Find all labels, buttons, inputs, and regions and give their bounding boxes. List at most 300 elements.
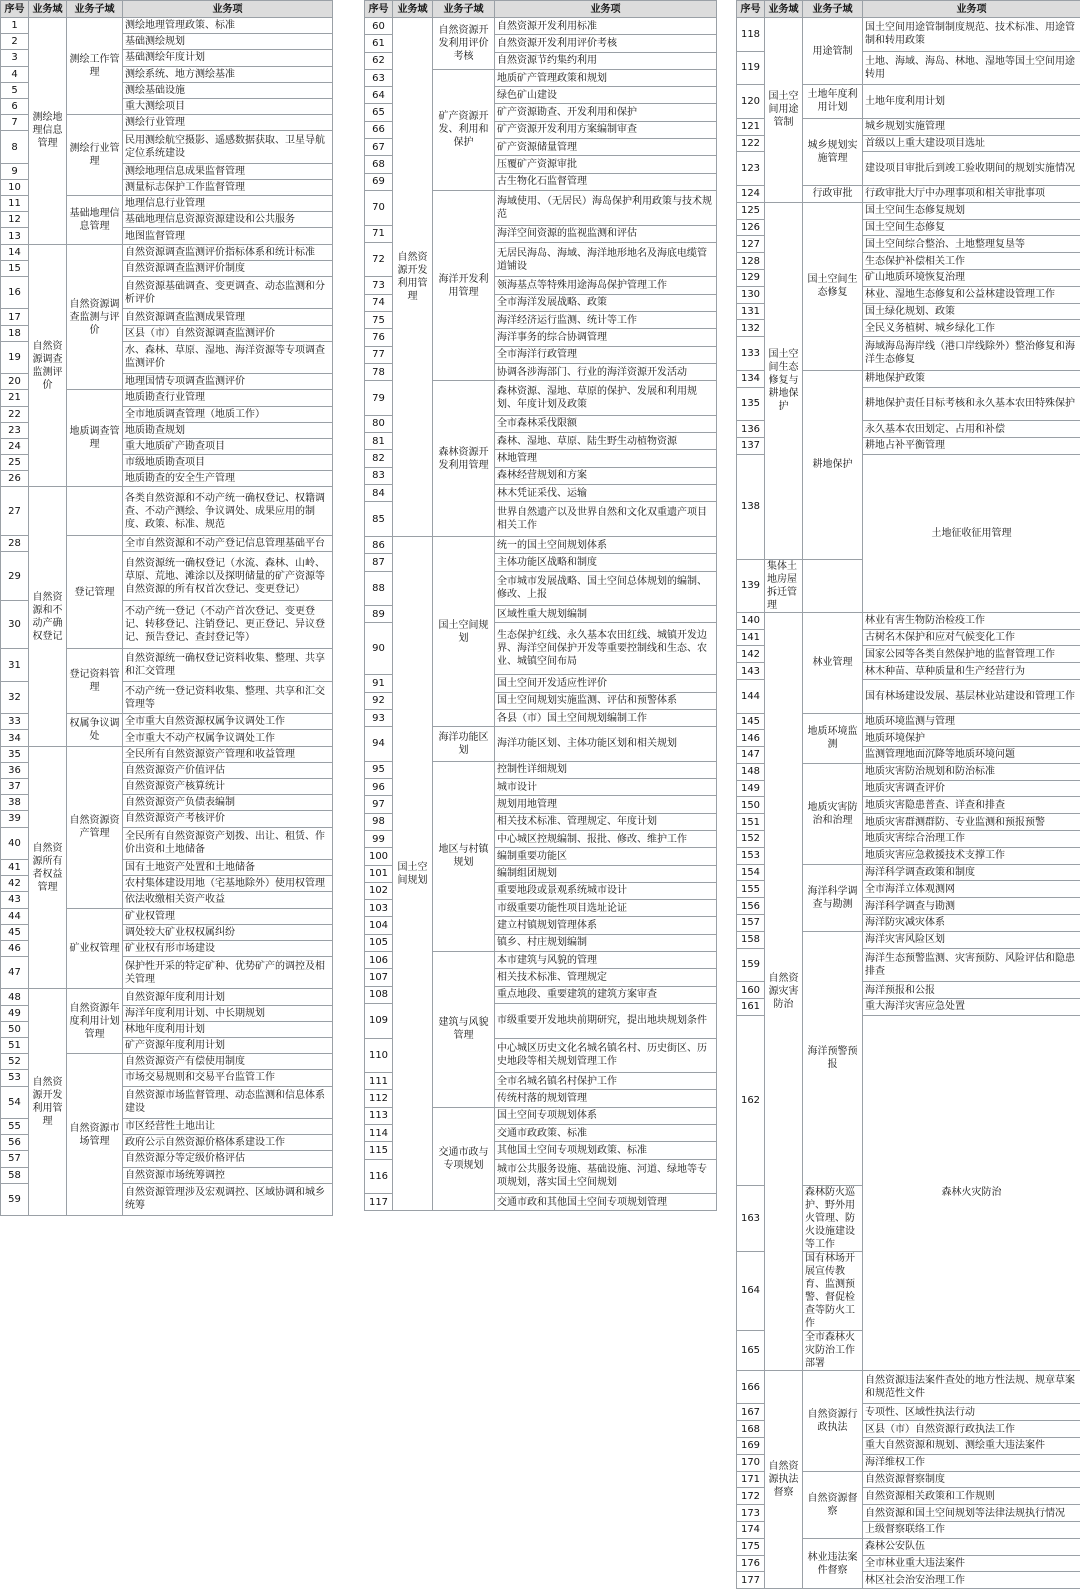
row-number: 83 bbox=[365, 467, 393, 484]
business-item-cell: 重要地段或景观系统城市设计 bbox=[495, 882, 717, 899]
row-number: 136 bbox=[737, 421, 765, 438]
business-item-cell: 全市自然资源和不动产登记信息管理基础平台 bbox=[123, 536, 333, 552]
row-number: 153 bbox=[737, 847, 765, 864]
row-number: 121 bbox=[737, 118, 765, 135]
business-item-cell: 森林经营规划和方案 bbox=[495, 467, 717, 484]
business-item-cell: 海洋科学调查与勘测 bbox=[863, 898, 1080, 915]
row-number: 53 bbox=[1, 1070, 29, 1086]
row-number: 76 bbox=[365, 329, 393, 346]
business-item-cell: 矿山地质环境恢复治理 bbox=[863, 269, 1080, 286]
row-number: 68 bbox=[365, 156, 393, 173]
business-subdomain-cell: 林业管理 bbox=[803, 612, 863, 713]
business-item-cell: 城乡规划实施管理 bbox=[863, 118, 1080, 135]
business-item-cell: 监测管理地面沉降等地质环境问题 bbox=[863, 747, 1080, 764]
business-item-cell: 市区经营性土地出让 bbox=[123, 1118, 333, 1134]
business-item-cell: 全市林业重大违法案件 bbox=[863, 1555, 1080, 1572]
business-item-cell: 全民所有自然资源资产划拨、出让、租赁、作价出资和土地储备 bbox=[123, 827, 333, 859]
row-number: 168 bbox=[737, 1421, 765, 1438]
row-number: 2 bbox=[1, 34, 29, 50]
row-number: 36 bbox=[1, 762, 29, 778]
row-number: 162 bbox=[737, 1015, 765, 1185]
table-row bbox=[737, 202, 1080, 219]
business-item-cell: 生态保护红线、永久基本农田红线、城镇开发边界、海洋空间保护开发等重要控制线和生态、农业、城镇空间布局 bbox=[495, 623, 717, 675]
business-item-cell: 区县（市）自然资源调查监测评价 bbox=[123, 325, 333, 341]
business-item-cell: 林业有害生物防治检疫工作 bbox=[863, 612, 1080, 629]
business-item-cell: 建设项目审批后到竣工验收期间的规划实施情况 bbox=[863, 152, 1080, 186]
business-item-cell: 地质勘查行业管理 bbox=[123, 390, 333, 406]
row-number: 140 bbox=[737, 612, 765, 629]
business-item-cell: 国土绿化规划、政策 bbox=[863, 303, 1080, 320]
row-number: 139 bbox=[737, 559, 765, 612]
business-item-cell: 林地管理 bbox=[495, 450, 717, 467]
row-number: 145 bbox=[737, 713, 765, 730]
row-number: 39 bbox=[1, 811, 29, 827]
table-row bbox=[365, 536, 717, 553]
business-item-cell: 测绘地理管理政策、标准 bbox=[123, 18, 333, 34]
row-number: 122 bbox=[737, 135, 765, 152]
row-number: 7 bbox=[1, 115, 29, 131]
table-panel-middle bbox=[364, 0, 716, 1211]
business-item-cell: 集体土地房屋拆迁管理 bbox=[765, 559, 803, 612]
business-item-cell: 全市海洋立体观测网 bbox=[863, 881, 1080, 898]
row-number: 26 bbox=[1, 471, 29, 487]
row-number: 101 bbox=[365, 865, 393, 882]
row-number: 151 bbox=[737, 814, 765, 831]
business-item-cell: 自然资源调查监测评价制度 bbox=[123, 260, 333, 276]
row-number: 6 bbox=[1, 98, 29, 114]
row-number: 120 bbox=[737, 85, 765, 119]
business-domain-cell: 自然资源所有者权益管理 bbox=[29, 746, 67, 989]
business-item-cell: 本市建筑与风貌的管理 bbox=[495, 952, 717, 969]
row-number: 143 bbox=[737, 663, 765, 680]
business-item-cell: 市级地质勘查项目 bbox=[123, 455, 333, 471]
business-item-cell: 各县（市）国土空间规划编制工作 bbox=[495, 709, 717, 726]
row-number: 19 bbox=[1, 341, 29, 373]
row-number: 17 bbox=[1, 309, 29, 325]
business-item-cell: 重点地段、重要建筑的建筑方案审查 bbox=[495, 986, 717, 1003]
table-row bbox=[737, 18, 1080, 52]
business-item-cell: 区域性重大规划编制 bbox=[495, 606, 717, 623]
business-domain-cell: 测绘地理信息管理 bbox=[29, 18, 67, 245]
row-number: 8 bbox=[1, 131, 29, 163]
row-number: 64 bbox=[365, 87, 393, 104]
business-subdomain-cell: 地质环境监测 bbox=[803, 713, 863, 763]
business-item-cell: 行政审批大厅中办理事项和相关审批事项 bbox=[863, 185, 1080, 202]
row-number: 51 bbox=[1, 1038, 29, 1054]
row-number: 156 bbox=[737, 898, 765, 915]
business-item-cell: 自然资源年度利用计划 bbox=[123, 989, 333, 1005]
row-number: 114 bbox=[365, 1125, 393, 1142]
business-domain-cell: 自然资源开发利用管理 bbox=[393, 18, 433, 537]
row-number: 131 bbox=[737, 303, 765, 320]
row-number: 29 bbox=[1, 552, 29, 601]
table-panel-right bbox=[736, 0, 1080, 1589]
row-number: 170 bbox=[737, 1454, 765, 1471]
business-item-cell: 地理国情专项调查监测评价 bbox=[123, 374, 333, 390]
business-item-cell: 基础测绘年度计划 bbox=[123, 50, 333, 66]
business-item-cell: 自然资源开发利用标准 bbox=[495, 18, 717, 35]
row-number: 37 bbox=[1, 778, 29, 794]
row-number: 171 bbox=[737, 1471, 765, 1488]
row-number: 65 bbox=[365, 104, 393, 121]
row-number: 132 bbox=[737, 320, 765, 337]
business-item-cell: 市级重要开发地块前期研究，提出地块规划条件 bbox=[495, 1003, 717, 1038]
business-item-cell: 测绘基础设施 bbox=[123, 82, 333, 98]
business-domain-cell: 国土空间生态修复与耕地保护 bbox=[765, 202, 803, 559]
row-number: 18 bbox=[1, 325, 29, 341]
business-item-cell: 自然资源基础调查、变更调查、动态监测和分析评价 bbox=[123, 277, 333, 309]
business-item-cell: 测绘地理信息成果监督管理 bbox=[123, 163, 333, 179]
row-number: 74 bbox=[365, 294, 393, 311]
row-number: 28 bbox=[1, 536, 29, 552]
row-number: 59 bbox=[1, 1183, 29, 1215]
business-subdomain-cell: 基础地理信息管理 bbox=[67, 196, 123, 245]
row-number: 106 bbox=[365, 952, 393, 969]
row-number: 117 bbox=[365, 1194, 393, 1211]
business-item-cell: 地图监督管理 bbox=[123, 228, 333, 244]
business-item-cell: 海洋空间资源的监视监测和评估 bbox=[495, 225, 717, 242]
business-item-cell: 不动产统一登记（不动产首次登记、变更登记、转移登记、注销登记、更正登记、异议登记、预告登记、查封登记等） bbox=[123, 600, 333, 649]
business-subdomain-cell: 建筑与风貌管理 bbox=[433, 952, 495, 1108]
row-number: 147 bbox=[737, 747, 765, 764]
business-item-cell: 自然资源资产有偿使用制度 bbox=[123, 1054, 333, 1070]
row-number: 155 bbox=[737, 881, 765, 898]
row-number: 23 bbox=[1, 422, 29, 438]
business-subdomain-cell bbox=[67, 487, 123, 536]
business-subdomain-cell: 测绘行业管理 bbox=[67, 115, 123, 196]
business-subdomain-cell: 自然资源调查监测与评价 bbox=[67, 244, 123, 390]
business-subdomain-cell: 海洋开发利用管理 bbox=[433, 190, 495, 380]
row-number: 144 bbox=[737, 679, 765, 713]
row-number: 167 bbox=[737, 1404, 765, 1421]
business-subdomain-cell: 登记资料管理 bbox=[67, 649, 123, 714]
row-number: 159 bbox=[737, 948, 765, 982]
row-number: 69 bbox=[365, 173, 393, 190]
business-item-cell: 海域使用、（无居民）海岛保护利用政策与技术规范 bbox=[495, 190, 717, 225]
row-number: 126 bbox=[737, 219, 765, 236]
row-number: 123 bbox=[737, 152, 765, 186]
row-number: 161 bbox=[737, 999, 765, 1016]
business-item-cell: 地质灾害应急救援技术支撑工作 bbox=[863, 847, 1080, 864]
business-domain-cell: 国土空间规划 bbox=[393, 536, 433, 1211]
row-number: 40 bbox=[1, 827, 29, 859]
row-number: 35 bbox=[1, 746, 29, 762]
row-number: 99 bbox=[365, 830, 393, 847]
business-item-cell: 自然资源违法案件查处的地方性法规、规章草案和规范性文件 bbox=[863, 1370, 1080, 1404]
business-item-cell: 耕地占补平衡管理 bbox=[863, 437, 1080, 454]
row-number: 55 bbox=[1, 1118, 29, 1134]
header-subdomain: 业务子域 bbox=[433, 1, 495, 18]
row-number: 13 bbox=[1, 228, 29, 244]
row-number: 166 bbox=[737, 1370, 765, 1404]
business-item-cell: 国土空间用途管制制度规范、技术标准、用途管制和转用政策 bbox=[863, 18, 1080, 52]
business-item-cell: 自然资源督察制度 bbox=[863, 1471, 1080, 1488]
business-item-cell: 规划用地管理 bbox=[495, 796, 717, 813]
row-number: 58 bbox=[1, 1167, 29, 1183]
header-subdomain: 业务子域 bbox=[803, 1, 863, 18]
business-item-cell: 专项性、区域性执法行动 bbox=[863, 1404, 1080, 1421]
row-number: 89 bbox=[365, 606, 393, 623]
row-number: 154 bbox=[737, 864, 765, 881]
business-item-cell: 自然资源统一确权登记资料收集、整理、共享和汇交管理 bbox=[123, 649, 333, 681]
business-item-cell: 海洋经济运行监测、统计等工作 bbox=[495, 312, 717, 329]
row-number: 63 bbox=[365, 69, 393, 86]
business-item-cell: 绿色矿山建设 bbox=[495, 87, 717, 104]
row-number: 32 bbox=[1, 681, 29, 713]
business-item-cell: 自然资源分等定级价格评估 bbox=[123, 1151, 333, 1167]
row-number: 54 bbox=[1, 1086, 29, 1118]
business-item-cell: 林区社会治安治理工作 bbox=[863, 1572, 1080, 1589]
row-number: 130 bbox=[737, 286, 765, 303]
business-item-cell: 永久基本农田划定、占用和补偿 bbox=[863, 421, 1080, 438]
row-number: 4 bbox=[1, 66, 29, 82]
row-number: 115 bbox=[365, 1142, 393, 1159]
business-item-cell: 耕地保护政策 bbox=[863, 370, 1080, 387]
row-number: 175 bbox=[737, 1538, 765, 1555]
row-number: 124 bbox=[737, 185, 765, 202]
row-number: 160 bbox=[737, 982, 765, 999]
business-item-cell: 国土空间专项规划体系 bbox=[495, 1107, 717, 1124]
business-item-cell: 自然资源资产负债表编制 bbox=[123, 795, 333, 811]
business-item-cell: 相关技术标准、管理规定、年度计划 bbox=[495, 813, 717, 830]
row-number: 125 bbox=[737, 202, 765, 219]
business-item-cell: 自然资源市场统筹调控 bbox=[123, 1167, 333, 1183]
business-item-cell: 城市公共服务设施、基础设施、河道、绿地等专项规划，落实国土空间规划 bbox=[495, 1159, 717, 1194]
row-number: 21 bbox=[1, 390, 29, 406]
row-number: 42 bbox=[1, 876, 29, 892]
header-no: 序号 bbox=[737, 1, 765, 18]
row-number: 46 bbox=[1, 940, 29, 956]
business-subdomain-cell: 交通市政与专项规划 bbox=[433, 1107, 495, 1211]
row-number: 137 bbox=[737, 437, 765, 454]
business-item-cell: 交通市政和其他国土空间专项规划管理 bbox=[495, 1194, 717, 1211]
row-number: 66 bbox=[365, 121, 393, 138]
table-row bbox=[1, 244, 333, 260]
business-item-cell: 国土空间规划实施监测、评估和预警体系 bbox=[495, 692, 717, 709]
business-item-cell: 上级督察联络工作 bbox=[863, 1522, 1080, 1539]
business-item-cell: 林木种苗、草种质量和生产经营行为 bbox=[863, 663, 1080, 680]
business-item-cell: 控制性详细规划 bbox=[495, 761, 717, 778]
business-item-cell: 全市城市发展战略、国土空间总体规划的编制、修改、上报 bbox=[495, 571, 717, 606]
row-number: 78 bbox=[365, 363, 393, 380]
row-number: 20 bbox=[1, 374, 29, 390]
business-item-cell: 压覆矿产资源审批 bbox=[495, 156, 717, 173]
business-domain-cell: 自然资源开发利用管理 bbox=[29, 989, 67, 1216]
business-item-cell: 古生物化石监督管理 bbox=[495, 173, 717, 190]
business-item-cell: 中心城区历史文化名城名镇名村、历史街区、历史地段等相关规划管理工作 bbox=[495, 1038, 717, 1073]
business-subdomain-cell: 用途管制 bbox=[803, 18, 863, 85]
business-item-cell: 主体功能区战略和制度 bbox=[495, 554, 717, 571]
business-subdomain-cell: 林业违法案件督察 bbox=[803, 1538, 863, 1588]
table-row bbox=[1, 989, 333, 1005]
business-item-cell: 自然资源统一确权登记（水流、森林、山岭、草原、荒地、滩涂以及探明储量的矿产资源等自然资源的所有权首次登记、变更登记） bbox=[123, 552, 333, 601]
row-number: 95 bbox=[365, 761, 393, 778]
row-number: 128 bbox=[737, 253, 765, 270]
row-number: 34 bbox=[1, 730, 29, 746]
business-item-cell: 地质灾害调查评价 bbox=[863, 780, 1080, 797]
business-subdomain-cell: 自然资源年度利用计划管理 bbox=[67, 989, 123, 1054]
row-number: 129 bbox=[737, 269, 765, 286]
row-number: 57 bbox=[1, 1151, 29, 1167]
row-number: 133 bbox=[737, 337, 765, 371]
business-item-cell: 地质环境监测与管理 bbox=[863, 713, 1080, 730]
row-number: 70 bbox=[365, 190, 393, 225]
business-domain-cell: 国土空间用途管制 bbox=[765, 18, 803, 203]
row-number: 141 bbox=[737, 629, 765, 646]
row-number: 45 bbox=[1, 924, 29, 940]
row-number: 67 bbox=[365, 139, 393, 156]
row-number: 71 bbox=[365, 225, 393, 242]
row-number: 98 bbox=[365, 813, 393, 830]
business-subdomain-cell: 登记管理 bbox=[67, 536, 123, 649]
business-domain-cell: 自然资源执法督察 bbox=[765, 1370, 803, 1588]
business-item-cell: 海洋生态预警监测、灾害预防、风险评估和隐患排查 bbox=[863, 948, 1080, 982]
business-item-cell: 全市重大自然资源权属争议调处工作 bbox=[123, 714, 333, 730]
business-subdomain-cell: 地区与村镇规划 bbox=[433, 761, 495, 951]
business-item-cell: 民用测绘航空摄影、遥感数据获取、卫星导航定位系统建设 bbox=[123, 131, 333, 163]
business-item-cell: 首级以上重大建设项目选址 bbox=[863, 135, 1080, 152]
row-number: 85 bbox=[365, 502, 393, 537]
business-item-cell: 耕地保护责任目标考核和永久基本农田特殊保护 bbox=[863, 387, 1080, 421]
business-item-cell: 全市森林采伐限额 bbox=[495, 415, 717, 432]
business-item-cell: 海洋防灾减灾体系 bbox=[863, 915, 1080, 932]
business-item-cell: 海洋灾害风险区划 bbox=[863, 931, 1080, 948]
business-domain-cell: 自然资源调查监测评价 bbox=[29, 244, 67, 487]
header-domain: 业务域 bbox=[29, 1, 67, 18]
row-number: 87 bbox=[365, 554, 393, 571]
business-item-cell: 地质灾害群测群防、专业监测和预报预警 bbox=[863, 814, 1080, 831]
row-number: 86 bbox=[365, 536, 393, 553]
business-item-cell: 海洋维权工作 bbox=[863, 1454, 1080, 1471]
business-item-cell: 重大测绘项目 bbox=[123, 98, 333, 114]
business-item-cell: 传统村落的规划管理 bbox=[495, 1090, 717, 1107]
business-subdomain-cell: 权属争议调处 bbox=[67, 714, 123, 746]
business-subdomain-cell: 国土空间生态修复 bbox=[803, 202, 863, 370]
row-number: 88 bbox=[365, 571, 393, 606]
row-number: 22 bbox=[1, 406, 29, 422]
row-number: 60 bbox=[365, 18, 393, 35]
business-subdomain-cell: 矿业权管理 bbox=[67, 908, 123, 989]
row-number: 157 bbox=[737, 915, 765, 932]
table-row bbox=[365, 18, 717, 35]
header-domain: 业务域 bbox=[765, 1, 803, 18]
business-item-cell: 矿产资源年度利用计划 bbox=[123, 1038, 333, 1054]
header-item: 业务项 bbox=[123, 1, 333, 18]
business-subdomain-cell: 城乡规划实施管理 bbox=[803, 118, 863, 185]
business-item-cell: 矿产资源勘查、开发利用和保护 bbox=[495, 104, 717, 121]
business-subdomain-cell: 土地年度利用计划 bbox=[803, 85, 863, 119]
row-number: 82 bbox=[365, 450, 393, 467]
business-item-cell: 地理信息行业管理 bbox=[123, 196, 333, 212]
business-item-cell: 地质灾害隐患普查、详查和排查 bbox=[863, 797, 1080, 814]
row-number: 43 bbox=[1, 892, 29, 908]
business-item-cell: 国家公园等各类自然保护地的监督管理工作 bbox=[863, 646, 1080, 663]
business-item-cell: 地质环境保护 bbox=[863, 730, 1080, 747]
row-number: 50 bbox=[1, 1021, 29, 1037]
business-item-cell: 矿业权管理 bbox=[123, 908, 333, 924]
table-row bbox=[1, 746, 333, 762]
business-item-cell: 交通市政政策、标准 bbox=[495, 1125, 717, 1142]
header-no: 序号 bbox=[1, 1, 29, 18]
business-item-cell: 森林资源、湿地、草原的保护、发展和利用规划、年度计划及政策 bbox=[495, 381, 717, 416]
row-number: 48 bbox=[1, 989, 29, 1005]
business-table-middle bbox=[364, 0, 717, 1211]
row-number: 11 bbox=[1, 196, 29, 212]
row-number: 158 bbox=[737, 931, 765, 948]
business-item-cell: 其他国土空间专项规划政策、标准 bbox=[495, 1142, 717, 1159]
business-item-cell: 海洋预报和公报 bbox=[863, 982, 1080, 999]
row-number: 9 bbox=[1, 163, 29, 179]
row-number: 75 bbox=[365, 312, 393, 329]
business-item-cell: 自然资源调查监测评价指标体系和统计标准 bbox=[123, 244, 333, 260]
business-item-cell: 国土空间生态修复规划 bbox=[863, 202, 1080, 219]
row-number: 41 bbox=[1, 859, 29, 875]
business-item-cell: 林地年度利用计划 bbox=[123, 1021, 333, 1037]
business-item-cell: 土地、海域、海岛、林地、湿地等国土空间用途转用 bbox=[863, 51, 1080, 85]
business-item-cell: 无居民海岛、海域、海洋地形地名及海底电缆管道铺设 bbox=[495, 242, 717, 277]
business-item-cell: 重大海洋灾害应急处置 bbox=[863, 999, 1080, 1016]
business-item-cell: 政府公示自然资源价格体系建设工作 bbox=[123, 1135, 333, 1151]
business-subdomain-cell: 测绘工作管理 bbox=[67, 18, 123, 115]
business-item-cell: 重大自然资源和规划、测绘重大违法案件 bbox=[863, 1438, 1080, 1455]
business-item-cell: 自然资源和国土空间规划等法律法规执行情况 bbox=[863, 1505, 1080, 1522]
business-item-cell: 全民所有自然资源资产管理和收益管理 bbox=[123, 746, 333, 762]
business-item-cell: 自然资源调查监测成果管理 bbox=[123, 309, 333, 325]
business-item-cell: 重大地质矿产勘查项目 bbox=[123, 438, 333, 454]
business-item-cell: 不动产统一登记资料收集、整理、共享和汇交管理等 bbox=[123, 681, 333, 713]
table-row bbox=[737, 1370, 1080, 1404]
business-item-cell: 森林防火巡护、野外用火管理、防火设施建设等工作 bbox=[803, 1185, 863, 1251]
business-item-cell: 海洋年度利用计划、中长期规划 bbox=[123, 1005, 333, 1021]
business-item-cell: 海洋科学调查政策和制度 bbox=[863, 864, 1080, 881]
table-row bbox=[737, 612, 1080, 629]
row-number: 96 bbox=[365, 779, 393, 796]
row-number: 176 bbox=[737, 1555, 765, 1572]
row-number: 56 bbox=[1, 1135, 29, 1151]
business-item-cell: 区县（市）自然资源行政执法工作 bbox=[863, 1421, 1080, 1438]
row-number: 112 bbox=[365, 1090, 393, 1107]
business-item-cell: 调处较大矿业权权属纠纷 bbox=[123, 924, 333, 940]
row-number: 148 bbox=[737, 763, 765, 780]
business-item-cell: 全市海洋行政管理 bbox=[495, 346, 717, 363]
row-number: 52 bbox=[1, 1054, 29, 1070]
row-number: 102 bbox=[365, 882, 393, 899]
row-number: 80 bbox=[365, 415, 393, 432]
business-subdomain-cell: 海洋功能区划 bbox=[433, 727, 495, 762]
business-item-cell: 基础测绘规划 bbox=[123, 34, 333, 50]
row-number: 119 bbox=[737, 51, 765, 85]
row-number: 173 bbox=[737, 1505, 765, 1522]
header-subdomain: 业务子域 bbox=[67, 1, 123, 18]
business-subdomain-cell: 耕地保护 bbox=[803, 370, 863, 559]
business-item-cell: 古树名木保护和应对气候变化工作 bbox=[863, 629, 1080, 646]
business-item-cell: 地质勘查的安全生产管理 bbox=[123, 471, 333, 487]
business-item-cell: 自然资源开发利用评价考核 bbox=[495, 35, 717, 52]
business-subdomain-cell: 自然资源督察 bbox=[803, 1471, 863, 1538]
row-number: 177 bbox=[737, 1572, 765, 1589]
business-item-cell: 市场交易规则和交易平台监管工作 bbox=[123, 1070, 333, 1086]
row-number: 72 bbox=[365, 242, 393, 277]
row-number: 165 bbox=[737, 1330, 765, 1370]
business-item-cell: 矿业权有形市场建设 bbox=[123, 940, 333, 956]
row-number: 24 bbox=[1, 438, 29, 454]
business-item-cell: 自然资源资产价值评估 bbox=[123, 762, 333, 778]
row-number: 10 bbox=[1, 179, 29, 195]
row-number: 5 bbox=[1, 82, 29, 98]
business-item-cell: 测绘行业管理 bbox=[123, 115, 333, 131]
business-item-cell: 自然资源节约集约利用 bbox=[495, 52, 717, 69]
business-item-cell: 基础地理信息资源资源建设和公共服务 bbox=[123, 212, 333, 228]
